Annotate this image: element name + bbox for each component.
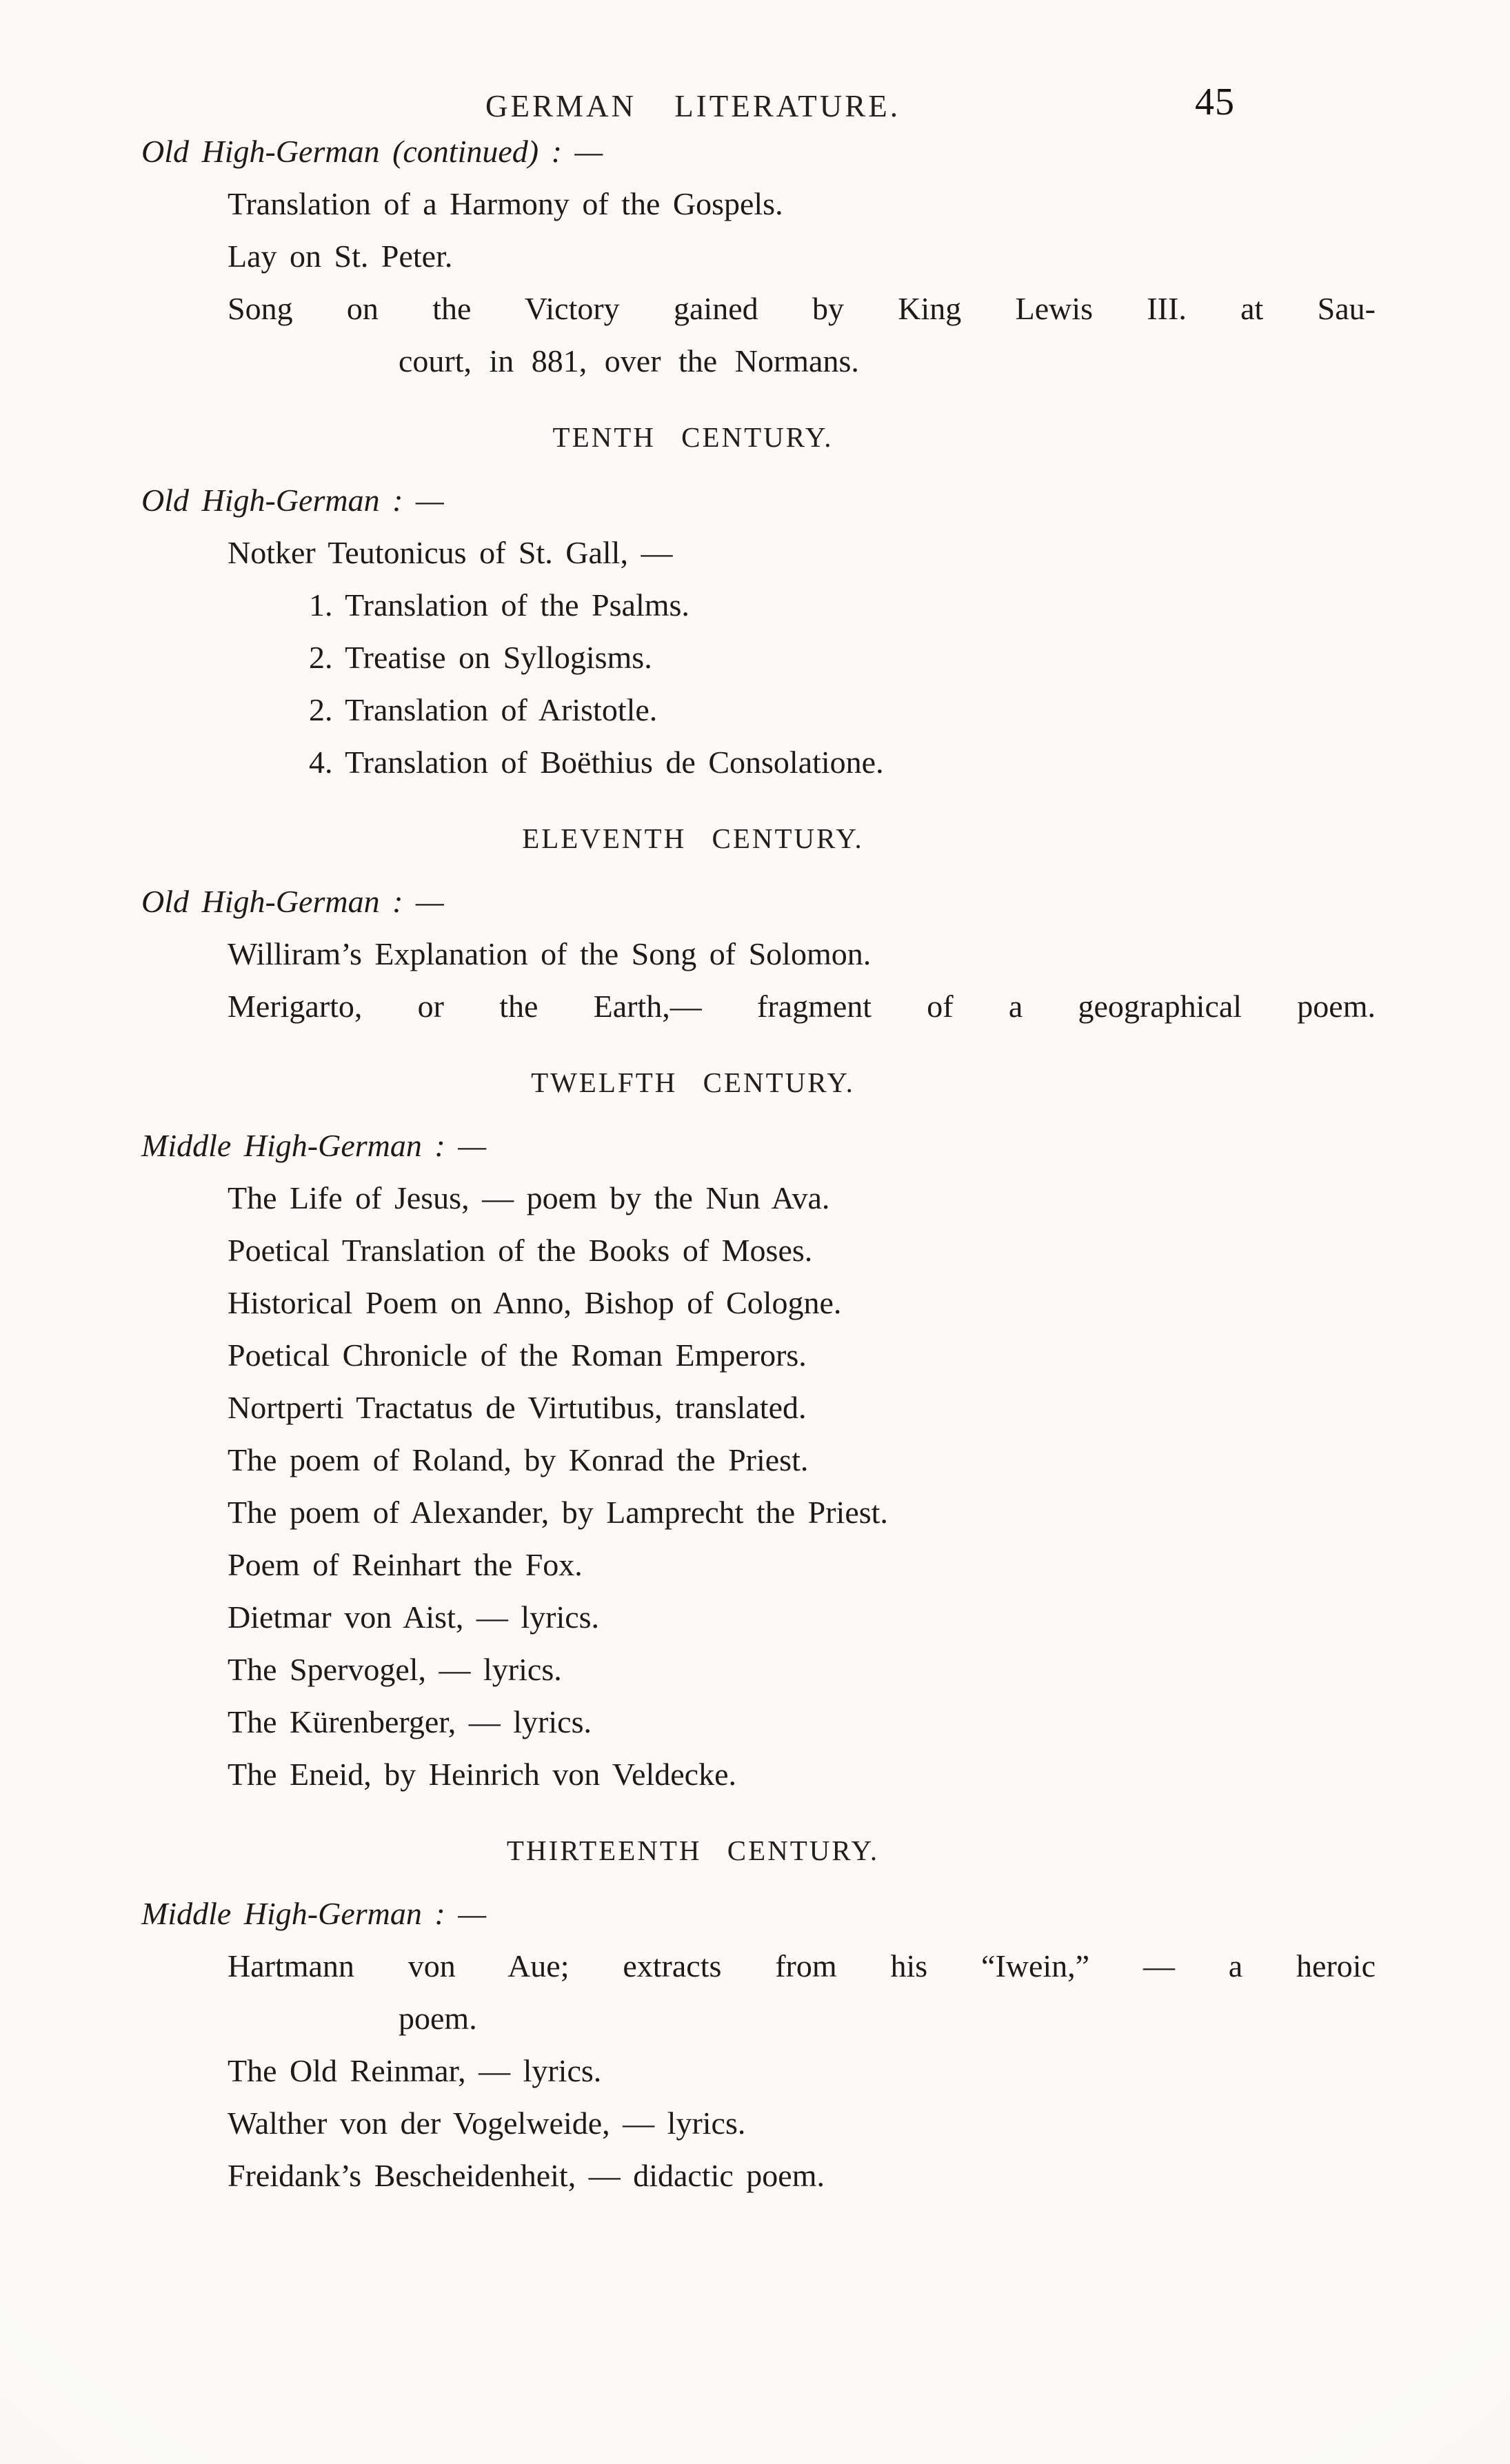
language-label: Old High-German : — — [141, 483, 444, 518]
work-entry: Merigarto, or the Earth,— fragment of a geographical poem. — [228, 989, 1376, 1024]
page-header — [141, 81, 1245, 124]
language-label: Old High-German (continued) : — — [141, 134, 603, 169]
work-entry: Dietmar von Aist, — lyrics. — [228, 1599, 600, 1635]
section-tenth-century — [141, 411, 1376, 789]
work-entry: Lay on St. Peter. — [228, 239, 453, 274]
century-heading: TENTH CENTURY. — [552, 421, 834, 453]
work-entry: Translation of a Harmony of the Gospels. — [228, 186, 783, 221]
work-entry: The poem of Roland, by Konrad the Priest. — [228, 1442, 809, 1477]
work-entry: The Spervogel, — lyrics. — [228, 1652, 562, 1687]
work-entry: Hartmann von Aue; extracts from his “Iwein,” — a heroic — [228, 1948, 1376, 1983]
section-eleventh-century — [141, 812, 1376, 1033]
work-entry: Song on the Victory gained by King Lewis III. at Sau- — [228, 291, 1376, 326]
language-label: Middle High-German : — — [141, 1128, 487, 1163]
page-content — [141, 125, 1376, 2202]
work-entry: Walther von der Vogelweide, — lyrics. — [228, 2105, 746, 2141]
work-entry: The Old Reinmar, — lyrics. — [228, 2053, 602, 2088]
century-heading: ELEVENTH CENTURY. — [522, 822, 864, 854]
work-entry-continuation: poem. — [399, 2001, 477, 2036]
work-entry: The Kürenberger, — lyrics. — [228, 1704, 592, 1739]
section-thirteenth-century — [141, 1824, 1376, 2202]
section-pre-tenth-century — [141, 125, 1376, 387]
work-entry-numbered: 2. Treatise on Syllogisms. — [309, 640, 652, 675]
work-entry: The Life of Jesus, — poem by the Nun Ava. — [228, 1180, 830, 1215]
work-entry: Poem of Reinhart the Fox. — [228, 1547, 583, 1582]
work-entry: Nortperti Tractatus de Virtutibus, translated. — [228, 1390, 807, 1425]
work-entry: Poetical Chronicle of the Roman Emperors. — [228, 1337, 807, 1373]
work-entry-numbered: 4. Translation of Boëthius de Consolatione. — [309, 745, 884, 780]
work-entry-numbered: 1. Translation of the Psalms. — [309, 587, 689, 623]
work-entry: Williram’s Explanation of the Song of Solomon. — [228, 936, 872, 971]
work-entry: Historical Poem on Anno, Bishop of Cologne. — [228, 1285, 842, 1320]
language-label: Old High-German : — — [141, 884, 444, 919]
language-label: Middle High-German : — — [141, 1896, 487, 1931]
work-entry-numbered: 2. Translation of Aristotle. — [309, 692, 658, 727]
century-heading: THIRTEENTH CENTURY. — [506, 1835, 880, 1866]
running-title: GERMAN LITERATURE. — [485, 89, 900, 123]
work-entry: Freidank’s Bescheidenheit, — didactic poem. — [228, 2158, 825, 2193]
work-entry: Poetical Translation of the Books of Moses. — [228, 1233, 813, 1268]
work-entry-continuation: court, in 881, over the Normans. — [399, 343, 859, 378]
page-number: 45 — [1195, 81, 1235, 123]
work-entry: The poem of Alexander, by Lamprecht the Priest. — [228, 1495, 888, 1530]
work-entry: The Eneid, by Heinrich von Veldecke. — [228, 1757, 736, 1792]
century-heading: TWELFTH CENTURY. — [531, 1067, 855, 1098]
work-entry: Notker Teutonicus of St. Gall, — — [228, 535, 673, 570]
section-twelfth-century — [141, 1056, 1376, 1801]
